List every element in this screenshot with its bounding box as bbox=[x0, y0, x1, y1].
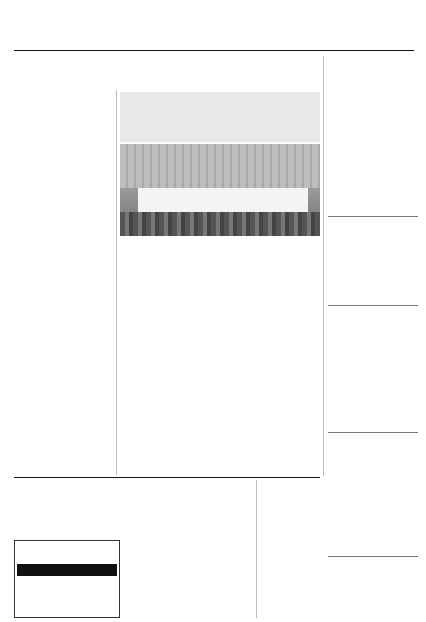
lower-divider bbox=[256, 480, 257, 618]
ad-line-1 bbox=[19, 578, 117, 586]
right-rule-1 bbox=[328, 216, 418, 217]
news-photo bbox=[120, 144, 320, 236]
ad-line-2 bbox=[19, 587, 117, 595]
lead-body-col2 bbox=[66, 148, 113, 478]
right-rule-2 bbox=[328, 305, 418, 306]
bottom-mid2-body bbox=[258, 497, 320, 618]
stats-table-box bbox=[120, 92, 320, 142]
bottom-left-body-col1 bbox=[14, 508, 64, 540]
mid-body-col3 bbox=[256, 271, 320, 349]
right-rule-4 bbox=[328, 556, 418, 557]
masthead-rule bbox=[14, 50, 414, 51]
masthead bbox=[0, 0, 426, 52]
right-body-4 bbox=[328, 456, 418, 554]
bottom-left-body-col3 bbox=[120, 508, 194, 540]
photo-sign-board bbox=[138, 188, 308, 212]
photo-building bbox=[120, 144, 320, 188]
right-body-1 bbox=[328, 110, 418, 214]
lower-rule bbox=[14, 477, 320, 478]
right-body-5 bbox=[328, 574, 418, 616]
auction-ad bbox=[14, 540, 120, 618]
ad-line-3 bbox=[19, 596, 117, 600]
mid-body-col1b bbox=[120, 336, 184, 474]
mid-body-col2b bbox=[188, 325, 252, 474]
ad-auction-banner bbox=[17, 564, 117, 576]
photo-crowd bbox=[120, 212, 320, 236]
bottom-mid-body-col2 bbox=[190, 480, 254, 618]
bottom-mid-body-col1 bbox=[122, 542, 186, 618]
bottom-left-body-col2 bbox=[66, 508, 116, 540]
right-rule-3 bbox=[328, 432, 418, 433]
lead-intro bbox=[48, 92, 106, 136]
mid-body-col2 bbox=[188, 271, 252, 315]
col-divider bbox=[116, 90, 117, 475]
right-col-divider bbox=[323, 56, 324, 476]
lead-body-col1 bbox=[16, 148, 64, 478]
mid-body-col1 bbox=[120, 271, 184, 327]
right-body-2 bbox=[328, 234, 418, 304]
right-body-3 bbox=[328, 328, 418, 430]
mid-body-col3b bbox=[256, 360, 320, 474]
